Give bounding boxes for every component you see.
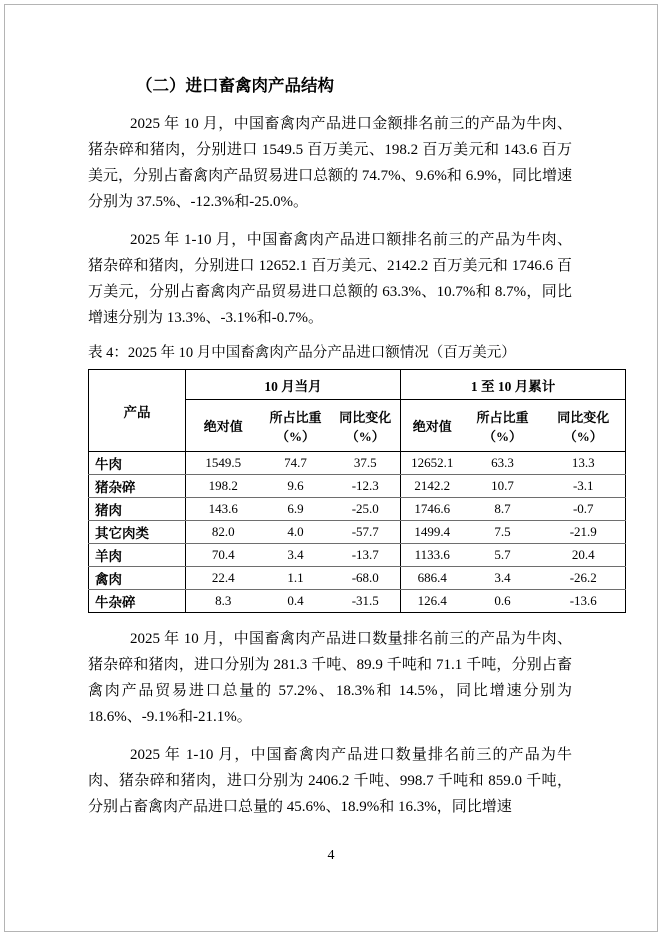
value-cell: 6.9 — [261, 498, 331, 521]
table-row — [89, 590, 626, 613]
value-cell: -3.1 — [542, 475, 626, 498]
col-header-absolute-month — [186, 400, 261, 452]
group-header-cumulative: 1 至 10 月累计 — [401, 370, 626, 400]
value-cell: 10.7 — [464, 475, 542, 498]
value-cell: 8.7 — [464, 498, 542, 521]
col-header-unit: （%） — [275, 428, 315, 444]
value-cell: -25.0 — [331, 498, 401, 521]
value-cell: 22.4 — [186, 567, 261, 590]
value-cell: 8.3 — [215, 593, 232, 608]
value-cell: -12.3 — [331, 475, 401, 498]
col-header-yoy-cumulative — [542, 400, 626, 452]
value-cell: 9.6 — [261, 475, 331, 498]
value-cell: 74.7 — [261, 452, 331, 475]
product-name-cell: 牛肉 — [89, 452, 186, 475]
table-row — [89, 544, 626, 567]
paragraph-import-volume-month: 2025 年 10 月，中国畜禽肉产品进口数量排名前三的产品为牛肉、猪杂碎和猪肉，进口分别为 281.3 千吨、89.9 千吨和 71.1 千吨，分别占畜禽肉产品贸易进口总量的 57.2%、18.3%和 14.5%，同比增速分别为 18.6%、-9.1%和-21.1%。 — [88, 631, 572, 725]
value-cell: 143.6 — [186, 498, 261, 521]
value-cell: 198.2 — [186, 475, 261, 498]
value-cell: -0.7 — [542, 498, 626, 521]
value-cell: 5.7 — [464, 544, 542, 567]
col-header-product: 产品 — [89, 370, 186, 452]
value-cell: 3.4 — [261, 544, 331, 567]
value-cell: 686.4 — [401, 567, 464, 590]
value-cell: 20.4 — [542, 544, 626, 567]
group-header-current-month: 10 月当月 — [186, 370, 401, 400]
value-cell: 1133.6 — [401, 544, 464, 567]
col-header-label: 同比变化 — [339, 409, 392, 425]
table-caption: 表 4：2025 年 10 月中国畜禽肉产品分产品进口额情况（百万美元） — [88, 345, 516, 361]
table-row — [89, 475, 626, 498]
value-cell: 2142.2 — [401, 475, 464, 498]
table-row — [89, 567, 626, 590]
value-cell: 37.5 — [331, 452, 401, 475]
value-cell: 63.3 — [464, 452, 542, 475]
value-cell: -57.7 — [331, 521, 401, 544]
col-header-label: 同比变化 — [557, 409, 610, 425]
value-cell: 0.4 — [287, 593, 304, 608]
product-name-cell: 猪杂碎 — [89, 475, 186, 498]
value-cell: -21.9 — [542, 521, 626, 544]
col-header-share-cumulative — [464, 400, 542, 452]
table-body — [89, 452, 626, 613]
value-cell: 12652.1 — [401, 452, 464, 475]
product-name-cell: 羊肉 — [89, 544, 186, 567]
col-header-unit: （%） — [345, 428, 385, 444]
col-header-absolute-cumulative — [401, 400, 464, 452]
document-content — [88, 0, 625, 832]
value-cell: 3.4 — [464, 567, 542, 590]
col-header-yoy-month — [331, 400, 401, 452]
product-name-cell: 禽肉 — [89, 567, 186, 590]
product-name-cell: 其它肉类 — [89, 521, 186, 544]
section-heading: （二）进口畜禽肉产品结构 — [136, 76, 334, 95]
paragraph-import-value-cumulative: 2025 年 1-10 月，中国畜禽肉产品进口额排名前三的产品为牛肉、猪杂碎和猪肉，分别进口 12652.1 百万美元、2142.2 百万美元和 1746.6 百万美元，分别占畜禽肉产品贸易进口总额的 63.3%、10.7%和 8.7%，同比增速分别为 13.3%、-3.1%和-0.7%。 — [88, 232, 572, 326]
value-cell: 0.6 — [494, 593, 511, 608]
product-name-cell: 牛杂碎 — [89, 590, 186, 613]
col-header-label: 绝对值 — [203, 419, 243, 434]
value-cell: -13.7 — [331, 544, 401, 567]
col-header-share-month — [261, 400, 331, 452]
value-cell: 7.5 — [464, 521, 542, 544]
product-name-cell: 猪肉 — [89, 498, 186, 521]
value-cell: -26.2 — [542, 567, 626, 590]
col-header-unit: （%） — [483, 428, 523, 444]
value-cell: -68.0 — [331, 567, 401, 590]
col-header-unit: （%） — [563, 428, 603, 444]
value-cell: 4.0 — [261, 521, 331, 544]
table-row — [89, 452, 626, 475]
paragraph-import-value-month: 2025 年 10 月，中国畜禽肉产品进口金额排名前三的产品为牛肉、猪杂碎和猪肉，分别进口 1549.5 百万美元、198.2 百万美元和 143.6 百万美元，分别占畜禽肉产品贸易进口总额的 74.7%、9.6%和 6.9%，同比增速分别为 37.5%、-12.3%和-25.0%。 — [88, 116, 572, 210]
value-cell: 1.1 — [261, 567, 331, 590]
value-cell: 70.4 — [186, 544, 261, 567]
table-row — [89, 521, 626, 544]
page-number: 4 — [327, 848, 335, 863]
value-cell: 126.4 — [417, 593, 447, 608]
value-cell: 82.0 — [186, 521, 261, 544]
group-header-row — [89, 370, 626, 400]
col-header-label: 绝对值 — [412, 419, 452, 434]
value-cell: 1499.4 — [401, 521, 464, 544]
table-row — [89, 498, 626, 521]
col-header-label: 所占比重 — [476, 409, 529, 425]
col-header-label: 所占比重 — [269, 409, 322, 425]
value-cell: 1549.5 — [186, 452, 261, 475]
value-cell: 13.3 — [542, 452, 626, 475]
value-cell: -31.5 — [331, 590, 401, 613]
paragraph-import-volume-cumulative: 2025 年 1-10 月，中国畜禽肉产品进口数量排名前三的产品为牛肉、猪杂碎和猪肉，进口分别为 2406.2 千吨、998.7 千吨和 859.0 千吨，分别占畜禽肉产品进口总量的 45.6%、18.9%和 16.3%，同比增速 — [88, 747, 572, 815]
value-cell: 1746.6 — [401, 498, 464, 521]
import-value-table — [88, 369, 626, 613]
value-cell: -13.6 — [569, 593, 597, 608]
